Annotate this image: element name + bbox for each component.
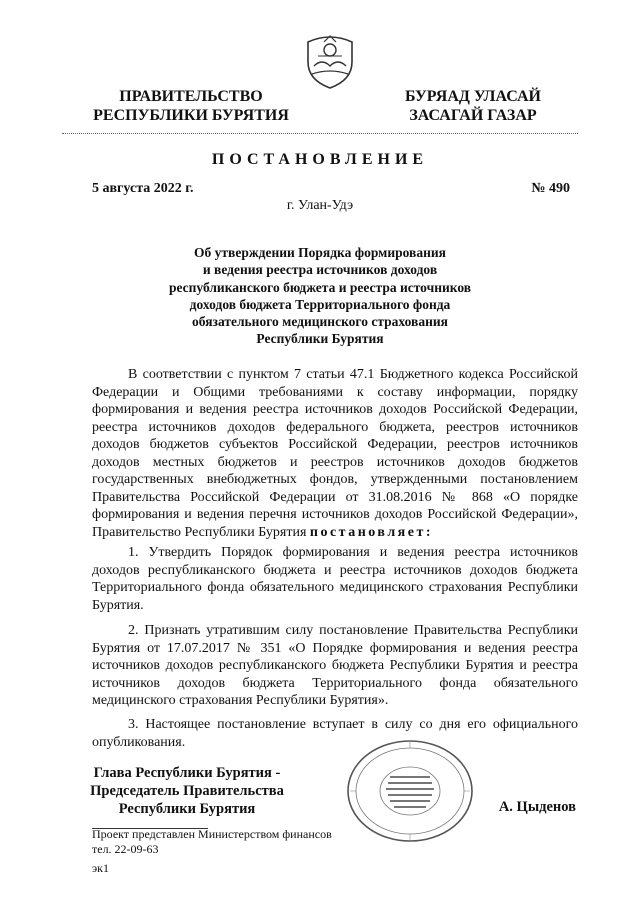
header-right-line2: ЗАСАГАЙ ГАЗАР [409,107,537,124]
item-1-paragraph: 1. Утвердить Порядок формирования и ведения реестра источников доходов республиканского бюджета и реестра источников доходов бюджета Территориального фонда обязательного медицинского страхования Республики Бурятия. [92,545,578,613]
subject-line: Об утверждении Порядка формирования [194,245,446,260]
phone-text: тел. 22-09-63 [92,841,159,856]
subject-line: и ведения реестра источников доходов [202,262,438,278]
prepared-by-text: Проект представлен Министерством финансов [92,827,332,841]
subject-line: доходов бюджета Территориального фонда [189,296,451,312]
subject-line: республиканского бюджета и реестра источников [168,279,472,295]
official-seal-stamp [344,738,476,844]
header-divider [62,133,578,134]
header-right-line1: БУРЯАД УЛАСАЙ [405,88,541,105]
decree-word: постановляет: [309,524,433,540]
government-name-russian [86,87,296,125]
item-3-paragraph: 3. Настоящее постановление вступает в силу со дня его официального опубликования. [92,717,578,750]
document-type-title: ПОСТАНОВЛЕНИЕ [211,151,429,168]
document-number: № 490 [531,181,570,196]
footer-prepared-by [92,827,332,856]
document-subject [150,244,490,348]
document-city: г. Улан-Удэ [286,198,354,213]
item-2-paragraph: 2. Признать утратившим силу постановление Правительства Республики Бурятия от 17.07.2017 № 351 «О Порядке формирования и ведения реестра источников доходов республиканского бюджета Республики Бурятия и реестра источников доходов бюджета Территориального фонда обязательного медицинского страхования Республики Бурятия». [92,623,578,708]
header-left-line1: ПРАВИТЕЛЬСТВО [119,88,263,105]
document-date: 5 августа 2022 г. [92,181,194,196]
signatory-title [80,764,294,818]
government-name-buryat [378,87,568,125]
preamble-text: В соответствии с пунктом 7 статьи 47.1 Бюджетного кодекса Российской Федерации и Общими требованиями к составу информации, порядку формирования и ведения реестра источников доходов Российской Федерации, реестра источников доходов федерального бюджета, реестров источников доходов бюджетов субъектов Российской Федерации, реестров источников доходов местных бюджетов и реестров источников доходов бюджетов государственных внебюджетных фондов, утвержденными постановлением Правительства Российской Федерации от 31.08.2016 № 868 «О порядке формирования и ведения перечня источников доходов Российской Федерации», Правительство Республики Бурятия [92,367,578,540]
coat-of-arms-emblem [298,28,362,92]
subject-line: Республики Бурятия [256,331,384,347]
preamble-paragraph [92,366,578,541]
header-left-line2: РЕСПУБЛИКИ БУРЯТИЯ [93,107,289,124]
footer-code: эк1 [92,861,109,875]
footnote-separator [92,828,208,829]
signatory-title-line1: Глава Республики Бурятия - [93,765,281,781]
signatory-title-line2: Председатель Правительства [90,783,284,799]
signatory-name: А. Цыденов [498,799,576,815]
signatory-title-line3: Республики Бурятия [118,801,256,817]
subject-line: обязательного медицинского страхования [192,314,448,330]
